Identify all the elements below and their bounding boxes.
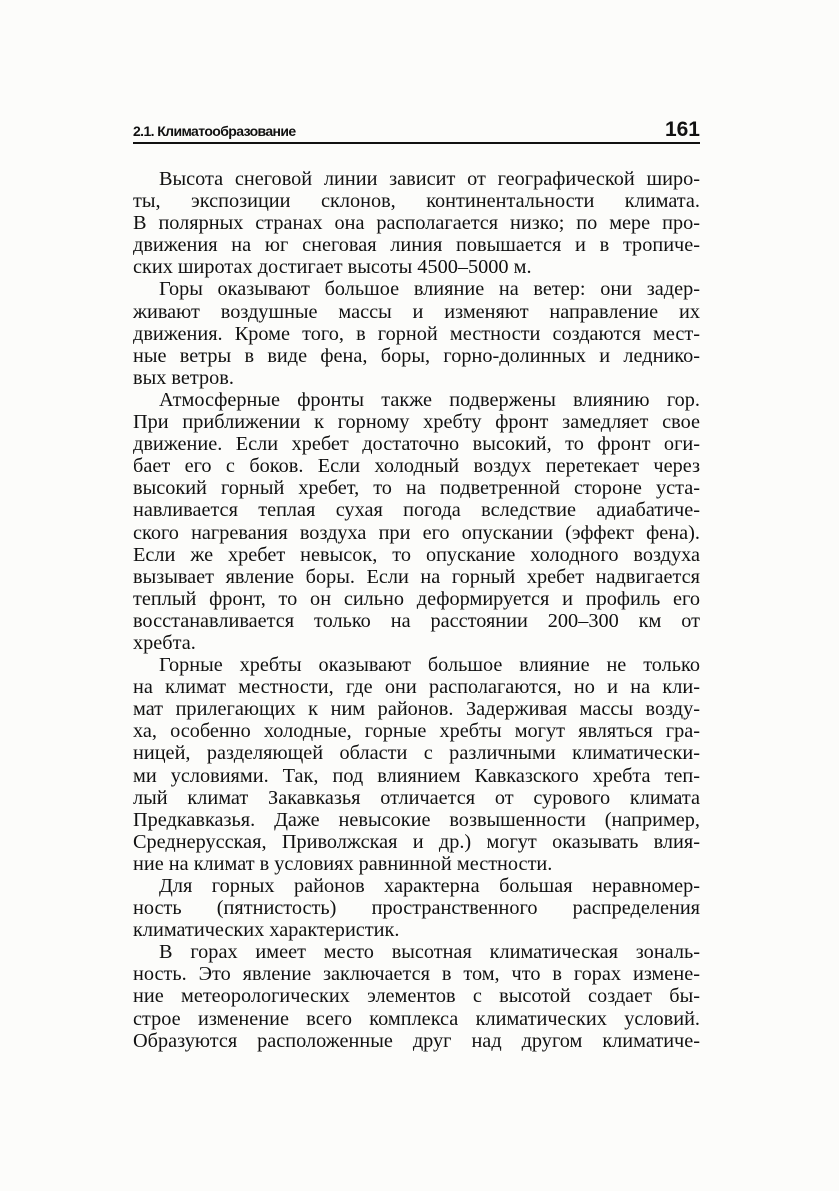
text-line: теплый фронт, то он сильно деформируется и профиль его xyxy=(133,587,700,610)
text-line: живают воздушные массы и изменяют направление их xyxy=(133,300,700,323)
text-line: лый климат Закавказья отличается от сурового климата xyxy=(133,786,700,809)
paragraph xyxy=(133,941,700,1051)
paragraph xyxy=(133,654,700,875)
paragraph xyxy=(133,278,700,388)
text-line: ность (пятнистость) пространственного распределения xyxy=(133,897,700,920)
text-line: ты, экспозиции склонов, континентальности климата. xyxy=(133,190,700,213)
paragraph xyxy=(133,389,700,654)
text-line: высокий горный хребет, то на подветренной стороне уста- xyxy=(133,477,700,500)
text-line: климатических характеристик. xyxy=(133,919,400,942)
text-line: Если же хребет невысок, то опускание холодного воздуха xyxy=(133,543,700,566)
body-text xyxy=(133,168,700,1052)
text-line: ние на климат в условиях равнинной местности. xyxy=(133,852,553,875)
text-line: Предкавказья. Даже невысокие возвышенности (например, xyxy=(133,808,700,831)
text-line: При приближении к горному хребту фронт замедляет свое xyxy=(133,411,700,434)
text-line: Среднерусская, Приволжская и др.) могут оказывать влия- xyxy=(133,830,700,853)
text-line: мат прилегающих к ним районов. Задерживая массы возду- xyxy=(133,698,700,721)
running-title: 2.1. Климатообразование xyxy=(133,123,296,139)
text-line: восстанавливается только на расстоянии 200–300 км от xyxy=(133,609,700,632)
text-line: Горы оказывают большое влияние на ветер: они задер- xyxy=(159,278,700,301)
text-line: вызывает явление боры. Если на горный хребет надвигается xyxy=(133,565,700,588)
text-line: ха, особенно холодные, горные хребты могут являться гра- xyxy=(133,720,700,743)
text-line: Горные хребты оказывают большое влияние не только xyxy=(159,654,700,677)
paragraph xyxy=(133,875,700,941)
text-line: ских широтах достигает высоты 4500–5000 м. xyxy=(133,256,532,279)
text-line: В горах имеет место высотная климатическая зональ- xyxy=(159,941,700,964)
text-line: Высота снеговой линии зависит от географической широ- xyxy=(159,168,700,190)
text-line: вых ветров. xyxy=(133,366,234,389)
text-line: ние метеорологических элементов с высотой создает бы- xyxy=(133,985,700,1008)
text-line: ского нагревания воздуха при его опускании (эффект фена). xyxy=(133,521,700,544)
text-line: ные ветры в виде фена, боры, горно-долинных и леднико- xyxy=(133,344,700,367)
text-line: Для горных районов характерна большая неравномер- xyxy=(159,875,700,897)
text-line: В полярных странах она располагается низко; по мере про- xyxy=(133,212,700,235)
text-line: Атмосферные фронты также подвержены влиянию гор. xyxy=(159,388,700,411)
text-line: ми условиями. Так, под влиянием Кавказского хребта теп- xyxy=(133,764,700,787)
text-line: движения на юг снеговая линия повышается и в тропиче- xyxy=(133,234,700,257)
text-line: ность. Это явление заключается в том, что в горах измене- xyxy=(133,963,700,986)
text-line: ницей, разделяющей области с различными климатически- xyxy=(133,742,700,765)
paragraph xyxy=(133,168,700,278)
text-line: строе изменение всего комплекса климатических условий. xyxy=(133,1007,700,1030)
text-line: бает его с боков. Если холодный воздух перетекает через xyxy=(133,455,700,478)
text-line: на климат местности, где они располагаются, но и на кли- xyxy=(133,676,700,699)
text-line: движения. Кроме того, в горной местности создаются мест- xyxy=(133,322,700,345)
text-line: хребта. xyxy=(133,631,196,654)
text-line: навливается теплая сухая погода вследствие адиабатиче- xyxy=(133,499,700,522)
text-line: Образуются расположенные друг над другом климатиче- xyxy=(133,1029,700,1052)
page-header xyxy=(133,116,700,144)
page-number: 161 xyxy=(664,118,700,141)
text-line: движение. Если хребет достаточно высокий, то фронт оги- xyxy=(133,433,700,456)
